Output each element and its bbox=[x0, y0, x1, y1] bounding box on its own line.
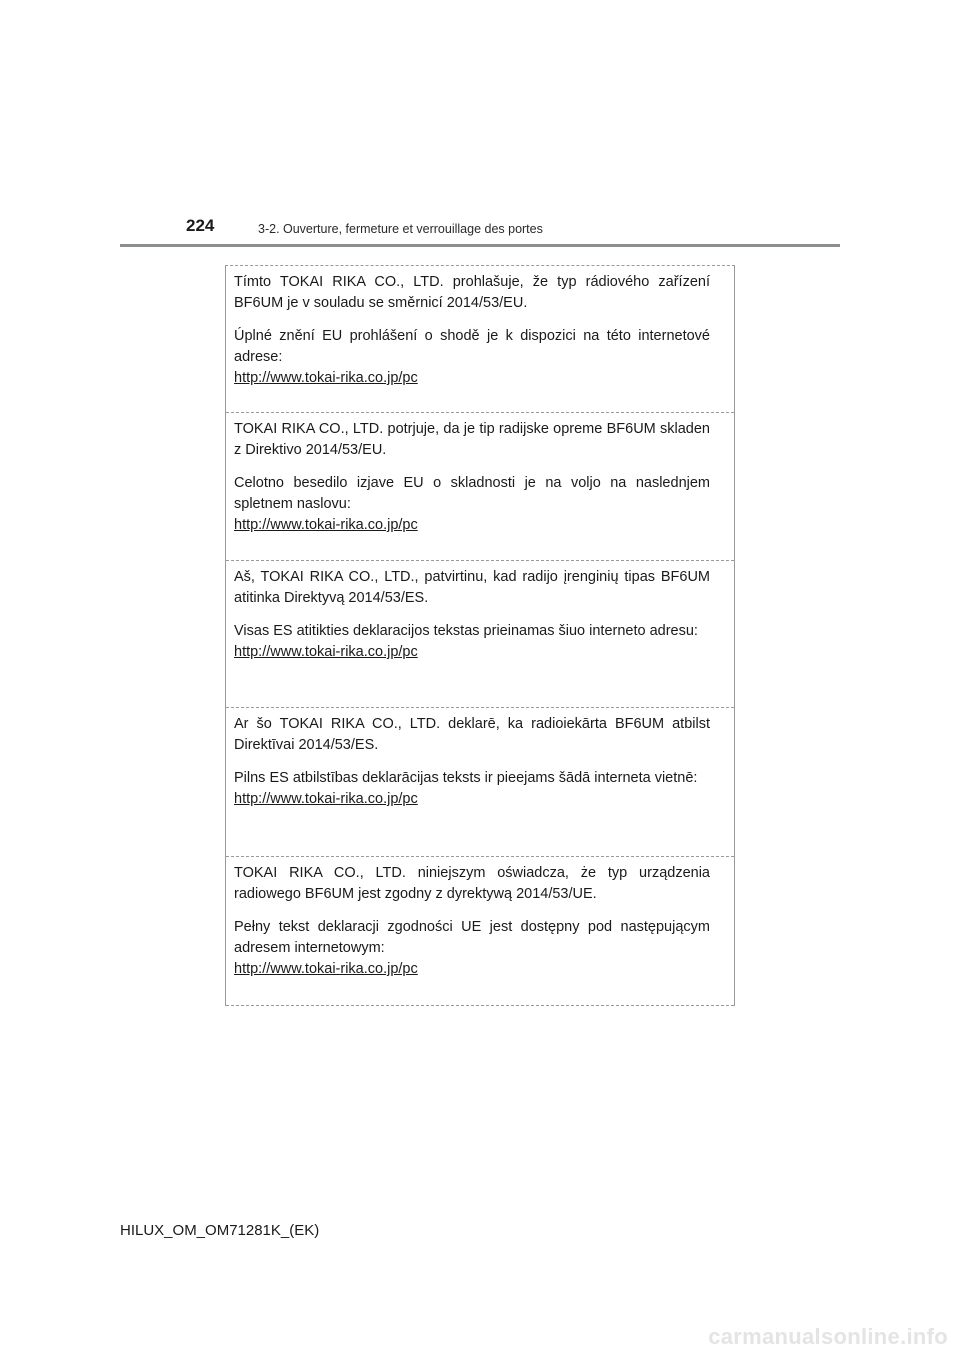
page-number: 224 bbox=[186, 216, 215, 235]
declaration-statement: TOKAI RIKA CO., LTD. niniejszym oświadcza, że typ urządzenia radiowego BF6UM jest zgodny z dyrektywą 2014/53/UE. bbox=[234, 865, 710, 902]
declaration-czech bbox=[226, 266, 734, 413]
header-divider bbox=[120, 244, 840, 247]
declaration-statement: Tímto TOKAI RIKA CO., LTD. prohlašuje, že typ rádiového zařízení BF6UM je v souladu se směrnicí 2014/53/EU. bbox=[234, 274, 710, 311]
declaration-url-link[interactable]: http://www.tokai-rika.co.jp/pc bbox=[234, 961, 418, 977]
declaration-polish bbox=[226, 857, 734, 1006]
declaration-availability: Visas ES atitikties deklaracijos tekstas prieinamas šiuo interneto adresu: bbox=[234, 623, 698, 639]
declaration-slovenian bbox=[226, 413, 734, 561]
declaration-url-link[interactable]: http://www.tokai-rika.co.jp/pc bbox=[234, 644, 418, 660]
declaration-url-link[interactable]: http://www.tokai-rika.co.jp/pc bbox=[234, 517, 418, 533]
declaration-availability: Celotno besedilo izjave EU o skladnosti je na voljo na naslednjem spletnem naslovu: bbox=[234, 475, 710, 512]
declarations-box bbox=[225, 265, 735, 1006]
declaration-url-link[interactable]: http://www.tokai-rika.co.jp/pc bbox=[234, 791, 418, 807]
declaration-availability: Úplné znění EU prohlášení o shodě je k dispozici na této internetové adrese: bbox=[234, 328, 710, 365]
declaration-availability: Pełny tekst deklaracji zgodności UE jest dostępny pod następującym adresem internetowym: bbox=[234, 919, 710, 956]
declaration-url-link[interactable]: http://www.tokai-rika.co.jp/pc bbox=[234, 370, 418, 386]
section-title: 3-2. Ouverture, fermeture et verrouillage des portes bbox=[258, 222, 543, 236]
watermark: carmanualsonline.info bbox=[708, 1324, 948, 1349]
document-code: HILUX_OM_OM71281K_(EK) bbox=[120, 1222, 320, 1239]
declaration-lithuanian bbox=[226, 561, 734, 708]
declaration-statement: Aš, TOKAI RIKA CO., LTD., patvirtinu, kad radijo įrenginių tipas BF6UM atitinka Direktyvą 2014/53/ES. bbox=[234, 569, 710, 606]
declaration-latvian bbox=[226, 708, 734, 857]
declaration-availability: Pilns ES atbilstības deklarācijas teksts ir pieejams šādā interneta vietnē: bbox=[234, 770, 698, 786]
declaration-statement: TOKAI RIKA CO., LTD. potrjuje, da je tip radijske opreme BF6UM skladen z Direktivo 2014/53/EU. bbox=[234, 421, 710, 458]
declaration-statement: Ar šo TOKAI RIKA CO., LTD. deklarē, ka radioiekārta BF6UM atbilst Direktīvai 2014/53/ES. bbox=[234, 716, 710, 753]
